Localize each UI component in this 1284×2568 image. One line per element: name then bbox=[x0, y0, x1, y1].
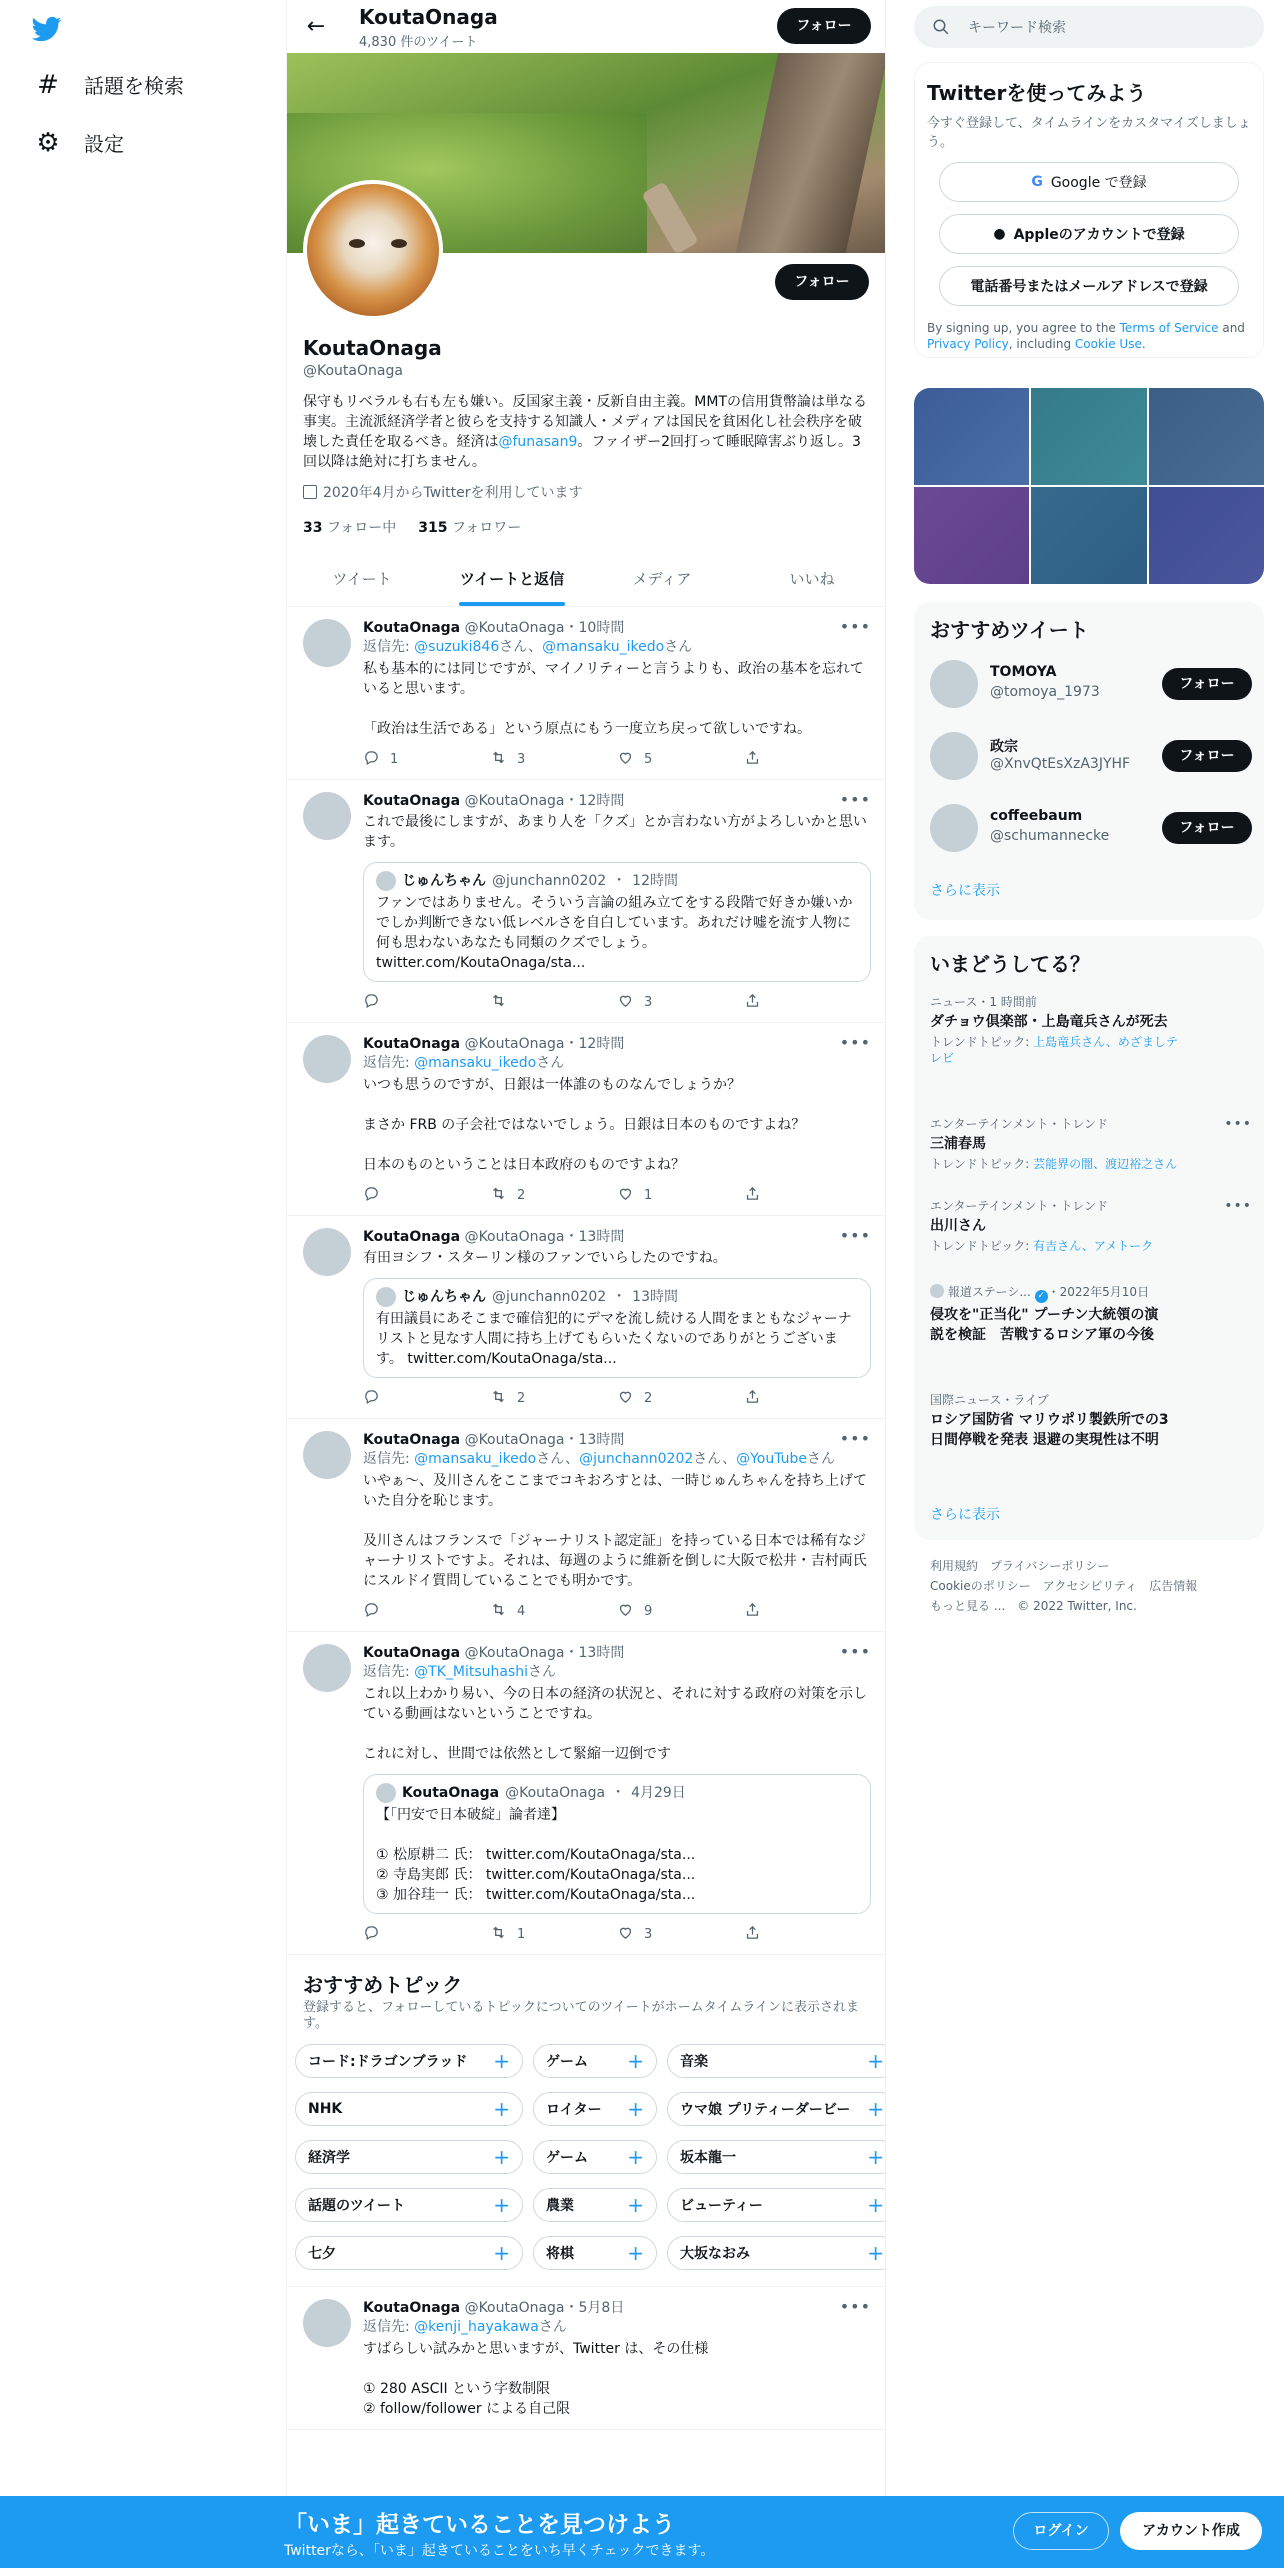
plus-icon: + bbox=[627, 2097, 644, 2121]
avatar[interactable] bbox=[303, 1228, 351, 1276]
follow-button[interactable]: フォロー bbox=[1162, 668, 1252, 700]
retweet-icon bbox=[490, 1185, 507, 1206]
share-icon bbox=[744, 1388, 761, 1409]
trend-meta: ニュース・1 時間前 bbox=[930, 995, 1037, 1009]
quote-tweet[interactable]: KoutaOnaga @KoutaOnaga ・ 4月29日 【「円安で日本破綻」論者達】 ① 松原耕二 氏： twitter.com/KoutaOnaga/sta... ② 寺島実郎 氏： twitter.com/KoutaOnaga/sta... ③ 加谷珪一 氏： twitter.com/KoutaOnaga/sta... bbox=[363, 1774, 871, 1914]
user-name: TOMOYA bbox=[990, 664, 1057, 680]
avatar[interactable] bbox=[303, 792, 351, 840]
mention-link[interactable]: @TK_Mitsuhashi bbox=[414, 1664, 529, 1680]
like-button[interactable]: 1 bbox=[617, 1185, 744, 1206]
topic-chip[interactable]: 七夕 + bbox=[295, 2236, 523, 2270]
follow-button[interactable]: フォロー bbox=[1162, 740, 1252, 772]
mention-link[interactable]: @YouTube bbox=[736, 1451, 808, 1467]
share-button[interactable] bbox=[744, 1388, 871, 1409]
reply-button[interactable] bbox=[363, 1388, 490, 1409]
recommended-user[interactable] bbox=[930, 800, 1252, 856]
show-more-link[interactable]: さらに表示 bbox=[930, 1507, 1000, 1523]
google-icon: G bbox=[1031, 174, 1043, 190]
trend-sub: トレンドトピック: 上島竜兵さん、めざましテレビ bbox=[930, 1035, 1178, 1065]
media-thumb[interactable] bbox=[1149, 487, 1264, 584]
reply-icon bbox=[363, 749, 380, 770]
header-name: KoutaOnaga bbox=[359, 5, 498, 29]
more-icon[interactable]: ••• bbox=[839, 1429, 871, 1448]
media-thumb[interactable] bbox=[1149, 388, 1264, 485]
footer-link[interactable]: 利用規約 bbox=[930, 1559, 979, 1573]
avatar bbox=[930, 732, 978, 780]
heart-icon bbox=[617, 992, 634, 1013]
more-icon[interactable]: ••• bbox=[1224, 1116, 1252, 1132]
banner-subtitle: Twitterなら、「いま」起きていることをいち早くチェックできます。 bbox=[284, 2543, 715, 2559]
quote-tweet[interactable]: じゅんちゃん @junchann0202 ・ 12時間 ファンではありません。そういう言論の組み立てをする段階で好きか嫌いかでしか判断できない低レベルさを自白しています。あれだけ嘘を流す人物に何も思わないあなたも同類のクズでしょう。 twitter.com/KoutaOnaga/sta... bbox=[363, 862, 871, 982]
plus-icon: + bbox=[867, 2241, 884, 2265]
tweet-header: KoutaOnaga @KoutaOnaga・5月8日 bbox=[363, 2300, 625, 2316]
tweet-actions bbox=[363, 1924, 871, 1944]
trend-title: 侵攻を"正当化" プーチン大統領の演説を検証 苦戦するロシア軍の今後 bbox=[930, 1307, 1159, 1343]
tab-tweets[interactable]: ツイート bbox=[332, 570, 392, 588]
plus-icon: + bbox=[493, 2049, 510, 2073]
tab-tweets-and-replies[interactable]: ツイートと返信 bbox=[437, 554, 587, 606]
mention-link[interactable]: @kenji_hayakawa bbox=[414, 2319, 539, 2335]
quote-text: 有田議員にあそこまで確信犯的にデマを流し続ける人間をまともなジャーナリストと見なす人間に持ち上げてもらいたくないのでありがとうございます。 twitter.com/KoutaOnaga/sta... bbox=[376, 1311, 852, 1367]
profile-follow-button[interactable]: フォロー bbox=[775, 264, 869, 300]
reply-button[interactable] bbox=[363, 1924, 490, 1945]
trend-meta: エンターテインメント・トレンド bbox=[930, 1199, 1109, 1213]
reply-icon bbox=[363, 1924, 380, 1945]
topic-chip[interactable]: 経済学 + bbox=[295, 2140, 523, 2174]
retweet-icon bbox=[490, 1601, 507, 1622]
topic-chip[interactable]: 大坂なおみ + bbox=[667, 2236, 886, 2270]
plus-icon: + bbox=[493, 2145, 510, 2169]
banner-title: 「いま」起きていることを見つけよう bbox=[284, 2512, 675, 2538]
reply-to: 返信先: @TK_Mitsuhashiさん bbox=[363, 1664, 557, 1680]
bio-mention-link[interactable]: @funasan9 bbox=[498, 434, 578, 450]
avatar[interactable] bbox=[303, 2299, 351, 2347]
signup-banner bbox=[0, 2496, 1284, 2568]
trend-title: ロシア国防省 マリウポリ製鉄所での3日間停戦を発表 退避の実現性は不明 bbox=[930, 1412, 1169, 1448]
nav-settings-label: 設定 bbox=[84, 132, 124, 156]
plus-icon: + bbox=[627, 2193, 644, 2217]
reply-to: 返信先: @kenji_hayakawaさん bbox=[363, 2319, 567, 2335]
back-arrow-icon[interactable]: ← bbox=[306, 14, 326, 39]
profile-column bbox=[286, 0, 886, 2568]
user-name: coffeebaum bbox=[990, 808, 1083, 824]
terms-link[interactable]: Terms of Service bbox=[1119, 321, 1219, 335]
tweet[interactable] bbox=[287, 780, 886, 1023]
trend-item[interactable] bbox=[930, 1392, 1252, 1450]
tweet-header: KoutaOnaga @KoutaOnaga・12時間 bbox=[363, 1036, 625, 1052]
more-icon[interactable]: ••• bbox=[839, 1033, 871, 1052]
tweet-header: KoutaOnaga @KoutaOnaga・13時間 bbox=[363, 1229, 625, 1245]
search-placeholder: キーワード検索 bbox=[968, 20, 1066, 36]
tweet-feed bbox=[287, 607, 886, 2430]
recommended-user[interactable] bbox=[930, 728, 1252, 784]
topic-chip[interactable]: 音楽 + bbox=[667, 2044, 886, 2078]
footer-link[interactable]: プライバシーポリシー bbox=[990, 1559, 1110, 1573]
quote-tweet[interactable]: じゅんちゃん @junchann0202 ・ 13時間 有田議員にあそこまで確信犯的にデマを流し続ける人間をまともなジャーナリストと見なす人間に持ち上げてもらいたくないのでありがとうございます。 twitter.com/KoutaOnaga/sta... bbox=[363, 1278, 871, 1378]
reply-button[interactable] bbox=[363, 1601, 490, 1622]
header-tweet-count: 4,830 件のツイート bbox=[359, 35, 478, 50]
trend-meta: 国際ニュース・ライブ bbox=[930, 1393, 1049, 1407]
source-avatar bbox=[930, 1284, 944, 1298]
more-icon[interactable]: ••• bbox=[839, 2297, 871, 2316]
trend-item[interactable] bbox=[930, 1198, 1252, 1254]
heart-icon bbox=[617, 1388, 634, 1409]
plus-icon: + bbox=[493, 2097, 510, 2121]
gear-icon: ⚙ bbox=[36, 127, 60, 158]
signup-subtitle: 今すぐ登録して、タイムラインをカスタマイズしましょう。 bbox=[927, 116, 1251, 150]
reply-to: 返信先: @mansaku_ikedoさん bbox=[363, 1055, 565, 1071]
nav-settings[interactable] bbox=[34, 128, 124, 157]
tweet[interactable] bbox=[287, 1419, 886, 1632]
tweet-text: いつも思うのですが、日銀は一体誰のものなんでしょうか？ まさか FRB の子会社ではないでしょう。日銀は日本のものですよね？ 日本のものということは日本政府のものですよね？ bbox=[363, 1077, 806, 1173]
plus-icon: + bbox=[867, 2049, 884, 2073]
heart-icon bbox=[617, 1185, 634, 1206]
more-icon[interactable]: ••• bbox=[1224, 1198, 1252, 1214]
topic-chip[interactable]: ビューティー + bbox=[667, 2188, 886, 2222]
apple-signup-button[interactable]: ● Appleのアカウントで登録 bbox=[939, 214, 1239, 254]
calendar-icon bbox=[303, 485, 317, 499]
topics-subtitle: 登録すると、フォローしているトピックについてのツイートがホームタイムラインに表示されます。 bbox=[303, 2000, 860, 2031]
tweet-header: KoutaOnaga @KoutaOnaga・10時間 bbox=[363, 620, 625, 636]
reply-icon bbox=[363, 1601, 380, 1622]
tweet-header: KoutaOnaga @KoutaOnaga・12時間 bbox=[363, 793, 625, 809]
topic-chip[interactable]: ロイター + bbox=[533, 2092, 657, 2126]
tweet-text: これ以上わかり易い、今の日本の経済の状況と、それに対する政府の対策を示している動画はないということですね。 これに対し、世間では依然として緊縮一辺倒です bbox=[363, 1686, 867, 1762]
retweet-icon bbox=[490, 992, 507, 1013]
tab-media[interactable]: メディア bbox=[632, 570, 692, 588]
verified-icon: ✓ bbox=[1035, 1290, 1048, 1303]
trend-title: ダチョウ倶楽部・上島竜兵さんが死去 bbox=[930, 1014, 1168, 1030]
signup-terms: By signing up, you agree to the Terms of Service and Privacy Policy, including Cookie Use. bbox=[927, 321, 1245, 351]
profile-handle: @KoutaOnaga bbox=[303, 363, 403, 379]
avatar[interactable] bbox=[303, 619, 351, 667]
media-grid[interactable] bbox=[914, 388, 1264, 584]
search-icon bbox=[932, 18, 950, 36]
trend-meta: エンターテインメント・トレンド bbox=[930, 1117, 1109, 1131]
like-button[interactable]: 5 bbox=[617, 749, 744, 770]
heart-icon bbox=[617, 749, 634, 770]
footer-link[interactable]: もっと見る ... bbox=[930, 1599, 1006, 1613]
topic-chip[interactable]: 坂本龍一 + bbox=[667, 2140, 886, 2174]
tweet-text: 有田ヨシフ・スターリン様のファンでいらしたのですね。 bbox=[363, 1250, 727, 1266]
trend-item[interactable] bbox=[930, 994, 1252, 1066]
tweet[interactable] bbox=[287, 1023, 886, 1216]
more-icon[interactable]: ••• bbox=[839, 790, 871, 809]
copyright: © 2022 Twitter, Inc. bbox=[1017, 1599, 1137, 1613]
profile-bio: 保守もリベラルも右も左も嫌い。反国家主義・反新自由主義。MMTの信用貨幣論は単なる事実。主流派経済学者と彼らを支持する知識人・メディアは国民を貧困化し社会秩序を破壊した責任を取るべき。経済は@funasan9。ファイザー2回打って睡眠障害ぶり返し。3回以降は絶対に打ちません。 bbox=[303, 394, 868, 470]
reply-button[interactable] bbox=[363, 1185, 490, 1206]
retweet-button[interactable]: 2 bbox=[490, 1185, 617, 1206]
avatar[interactable] bbox=[303, 1644, 351, 1692]
avatar[interactable] bbox=[303, 1431, 351, 1479]
topic-chip[interactable]: ゲーム + bbox=[533, 2140, 657, 2174]
footer-links bbox=[930, 1556, 1250, 1616]
more-icon[interactable]: ••• bbox=[839, 1226, 871, 1245]
topic-chip[interactable]: 将棋 + bbox=[533, 2236, 657, 2270]
recommended-user[interactable] bbox=[930, 656, 1252, 712]
share-button[interactable] bbox=[744, 1185, 871, 1206]
avatar[interactable] bbox=[303, 1035, 351, 1083]
topic-chip[interactable]: NHK + bbox=[295, 2092, 523, 2126]
user-handle: @tomoya_1973 bbox=[990, 684, 1100, 700]
topics-title: おすすめトピック bbox=[303, 1973, 463, 1997]
recommended-title: おすすめツイート bbox=[930, 618, 1089, 642]
trend-sub: トレンドトピック: 有吉さん、アメトーク bbox=[930, 1239, 1154, 1253]
topic-chip[interactable]: 話題のツイート + bbox=[295, 2188, 523, 2222]
trends-title: いまどうしてる？ bbox=[930, 952, 1090, 976]
topic-chip[interactable]: コード:ドラゴンブラッド + bbox=[295, 2044, 523, 2078]
footer-link[interactable]: 広告情報 bbox=[1149, 1579, 1198, 1593]
show-more-link[interactable]: さらに表示 bbox=[930, 883, 1000, 899]
mention-link[interactable]: @mansaku_ikedo bbox=[414, 1055, 537, 1071]
reply-to: 返信先: @suzuki846さん、@mansaku_ikedoさん bbox=[363, 639, 693, 655]
plus-icon: + bbox=[627, 2241, 644, 2265]
footer-link[interactable]: アクセシビリティ bbox=[1042, 1579, 1138, 1593]
quote-text: ファンではありません。そういう言論の組み立てをする段階で好きか嫌いかでしか判断できない低レベルさを自白しています。あれだけ嘘を流す人物に何も思わないあなたも同類のクズでしょう。 twitter.com/KoutaOnaga/sta... bbox=[376, 895, 853, 971]
tweet-header: KoutaOnaga @KoutaOnaga・13時間 bbox=[363, 1432, 625, 1448]
signup-button[interactable]: アカウント作成 bbox=[1120, 2512, 1262, 2550]
retweet-button[interactable]: 2 bbox=[490, 1388, 617, 1409]
retweet-icon bbox=[490, 1388, 507, 1409]
trend-sub: トレンドトピック: 芸能界の闇、渡辺裕之さん bbox=[930, 1157, 1178, 1171]
profile-joined: 2020年4月からTwitterを利用しています bbox=[303, 482, 582, 502]
share-icon bbox=[744, 1185, 761, 1206]
privacy-link[interactable]: Privacy Policy bbox=[927, 337, 1009, 351]
avatar bbox=[930, 804, 978, 852]
recommended-topics bbox=[287, 1955, 886, 2287]
reply-button[interactable]: 1 bbox=[363, 749, 490, 770]
profile-avatar[interactable] bbox=[303, 180, 443, 320]
mention-link[interactable]: @suzuki846 bbox=[414, 639, 500, 655]
user-handle: @XnvQtEsXzA3JYHF bbox=[990, 756, 1131, 772]
twitter-bird-icon[interactable] bbox=[30, 14, 64, 44]
reply-icon bbox=[363, 992, 380, 1013]
reply-icon bbox=[363, 1388, 380, 1409]
trend-title: 出川さん bbox=[930, 1218, 986, 1234]
more-icon[interactable]: ••• bbox=[839, 617, 871, 636]
tweet-actions bbox=[363, 992, 871, 1012]
retweet-button[interactable]: 4 bbox=[490, 1601, 617, 1622]
media-thumb[interactable] bbox=[914, 487, 1029, 584]
share-button[interactable] bbox=[744, 749, 871, 770]
phone-signup-button[interactable]: 電話番号またはメールアドレスで登録 bbox=[939, 266, 1239, 306]
heart-icon bbox=[617, 1601, 634, 1622]
mention-link[interactable]: @mansaku_ikedo bbox=[542, 639, 665, 655]
more-icon[interactable]: ••• bbox=[839, 1642, 871, 1661]
share-button[interactable] bbox=[744, 1601, 871, 1622]
tweet-actions bbox=[363, 749, 871, 769]
avatar bbox=[376, 1287, 396, 1307]
media-thumb[interactable] bbox=[914, 388, 1029, 485]
cookie-link[interactable]: Cookie Use bbox=[1074, 337, 1142, 351]
mention-link[interactable]: @mansaku_ikedo bbox=[414, 1451, 537, 1467]
user-handle: @schumannecke bbox=[990, 828, 1110, 844]
avatar bbox=[376, 1783, 396, 1803]
tweet-actions bbox=[363, 1185, 871, 1205]
tweet-actions bbox=[363, 1388, 871, 1408]
avatar bbox=[376, 871, 396, 891]
avatar bbox=[930, 660, 978, 708]
retweet-icon bbox=[490, 1924, 507, 1945]
share-button[interactable] bbox=[744, 1924, 871, 1945]
topic-chip[interactable]: 農業 + bbox=[533, 2188, 657, 2222]
like-button[interactable]: 3 bbox=[617, 1924, 744, 1945]
share-icon bbox=[744, 749, 761, 770]
trend-title: 三浦春馬 bbox=[930, 1136, 986, 1152]
retweet-button[interactable]: 3 bbox=[490, 749, 617, 770]
plus-icon: + bbox=[867, 2193, 884, 2217]
plus-icon: + bbox=[627, 2145, 644, 2169]
media-thumb[interactable] bbox=[1031, 487, 1146, 584]
heart-icon bbox=[617, 1924, 634, 1945]
tweet-actions bbox=[363, 1601, 871, 1621]
header-follow-button[interactable]: フォロー bbox=[777, 8, 871, 44]
user-name: 政宗 bbox=[990, 739, 1018, 755]
nav-explore[interactable] bbox=[34, 70, 184, 99]
retweet-button[interactable] bbox=[490, 992, 617, 1013]
tab-likes[interactable]: いいね bbox=[789, 570, 835, 588]
tweet-text: すばらしい試みかと思いますが、Twitter は、その仕様 ① 280 ASCII という字数制限 ② follow/follower による自己限 bbox=[363, 2341, 709, 2417]
footer-link[interactable]: Cookieのポリシー bbox=[930, 1579, 1031, 1593]
profile-name: KoutaOnaga bbox=[303, 336, 442, 360]
retweet-icon bbox=[490, 749, 507, 770]
reply-to: 返信先: @mansaku_ikedoさん、@junchann0202さん、@YouTubeさん bbox=[363, 1451, 836, 1467]
trend-item[interactable] bbox=[930, 1284, 1252, 1345]
share-icon bbox=[744, 992, 761, 1013]
nav-explore-label: 話題を検索 bbox=[84, 74, 184, 98]
login-button[interactable]: ログイン bbox=[1013, 2512, 1109, 2550]
search-input[interactable] bbox=[914, 6, 1264, 48]
tweet[interactable] bbox=[287, 1632, 886, 1955]
trend-meta: 報道ステーシ... ✓ ・2022年5月10日 bbox=[930, 1284, 1252, 1303]
tweet[interactable] bbox=[287, 607, 886, 780]
profile-header-bar bbox=[287, 0, 886, 53]
mention-link[interactable]: @junchann0202 bbox=[579, 1451, 694, 1467]
plus-icon: + bbox=[867, 2145, 884, 2169]
profile-stats bbox=[303, 517, 521, 537]
plus-icon: + bbox=[627, 2049, 644, 2073]
hashtag-icon: # bbox=[37, 69, 59, 100]
plus-icon: + bbox=[493, 2193, 510, 2217]
trends-card bbox=[914, 936, 1264, 1540]
media-thumb[interactable] bbox=[1031, 388, 1146, 485]
google-signup-button[interactable]: G Google で登録 bbox=[939, 162, 1239, 202]
share-icon bbox=[744, 1601, 761, 1622]
plus-icon: + bbox=[493, 2241, 510, 2265]
like-button[interactable]: 2 bbox=[617, 1388, 744, 1409]
tweet[interactable] bbox=[287, 1216, 886, 1419]
tweet-text: いやぁ〜、及川さんをここまでコキおろすとは、一時じゅんちゃんを持ち上げていた自分を恥じます。 及川さんはフランスで「ジャーナリスト認定証」を持っている日本では稀有なジャーナリストですよ。それは、毎週のように維新を倒しに大阪で松井・吉村両氏にスルドイ質問していることでも明かです。 bbox=[363, 1473, 867, 1589]
retweet-button[interactable]: 1 bbox=[490, 1924, 617, 1945]
trend-item[interactable] bbox=[930, 1116, 1252, 1172]
followers-link[interactable]: 315 フォロワー bbox=[418, 520, 522, 536]
left-nav bbox=[0, 0, 286, 2568]
profile-tabs bbox=[287, 554, 886, 607]
plus-icon: + bbox=[867, 2097, 884, 2121]
topic-chip[interactable]: ゲーム + bbox=[533, 2044, 657, 2078]
tweet-header: KoutaOnaga @KoutaOnaga・13時間 bbox=[363, 1645, 625, 1661]
topic-chip[interactable]: ウマ娘 プリティーダービー + bbox=[667, 2092, 886, 2126]
tweet-text: これで最後にしますが、あまり人を「クズ」とか言わない方がよろしいかと思います。 bbox=[363, 814, 867, 850]
like-button[interactable]: 3 bbox=[617, 992, 744, 1013]
tweet-text: 私も基本的には同じですが、マイノリティーと言うよりも、政治の基本を忘れていると思います。 「政治は生活である」という原点にもう一度立ち戻って欲しいですね。 bbox=[363, 661, 864, 737]
recommended-card bbox=[914, 602, 1264, 920]
reply-icon bbox=[363, 1185, 380, 1206]
share-icon bbox=[744, 1924, 761, 1945]
follow-button[interactable]: フォロー bbox=[1162, 812, 1252, 844]
like-button[interactable]: 9 bbox=[617, 1601, 744, 1622]
tweet[interactable] bbox=[287, 2287, 886, 2430]
following-link[interactable]: 33 フォロー中 bbox=[303, 520, 397, 536]
share-button[interactable] bbox=[744, 992, 871, 1013]
signup-title: Twitterを使ってみよう bbox=[927, 81, 1147, 105]
reply-button[interactable] bbox=[363, 992, 490, 1013]
quote-text: 【「円安で日本破綻」論者達】 ① 松原耕二 氏： twitter.com/KoutaOnaga/sta... ② 寺島実郎 氏： twitter.com/KoutaOnaga/sta... ③ 加谷珪一 氏： twitter.com/KoutaOnaga/sta... bbox=[376, 1807, 696, 1903]
apple-icon: ● bbox=[993, 226, 1006, 242]
signup-card bbox=[914, 62, 1264, 358]
